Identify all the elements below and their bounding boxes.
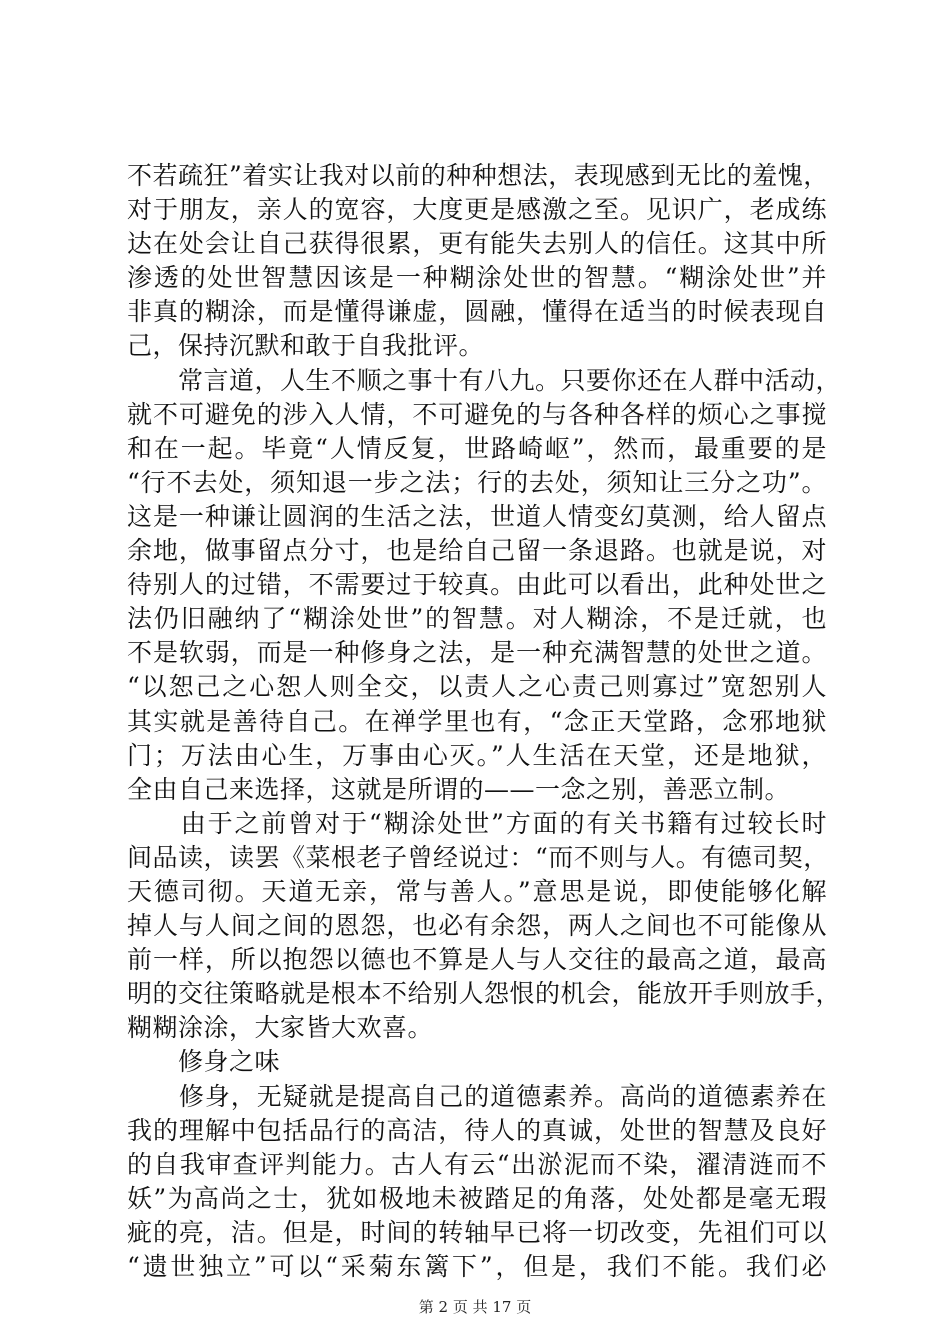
text-line: 修身，无疑就是提高自己的道德素养。高尚的道德素养在 [127,1081,827,1111]
text-line: 余地，做事留点分寸，也是给自己留一条退路。也就是说，对 [127,536,827,566]
text-line: 修身之味 [127,1047,281,1077]
text-line: 不若疏狂”着实让我对以前的种种想法，表现感到无比的羞愧， [127,161,829,190]
text-line: “行不去处，须知退一步之法；行的去处，须知让三分之功”。 [127,467,827,497]
text-line: 其实就是善待自己。在禅学里也有，“念正天堂路，念邪地狱 [127,706,827,736]
text-line: 妖”为高尚之士，犹如极地未被踏足的角落，处处都是毫无瑕 [127,1183,827,1213]
text-line: 天德司彻。天道无亲，常与善人。”意思是说，即使能够化解 [127,876,827,906]
text-line: 不是软弱，而是一种修身之法，是一种充满智慧的处世之道。 [127,638,827,668]
text-line: 待别人的过错，不需要过于较真。由此可以看出，此种处世之 [127,570,827,600]
text-line: 掉人与人间之间的恩怨，也必有余怨，两人之间也不可能像从 [127,911,827,941]
text-line: 常言道，人生不顺之事十有八九。只要你还在人群中活动， [127,365,842,395]
text-line: 间品读，读罢《菜根老子曾经说过：“而不则与人。有德司契， [127,842,829,872]
text-line: “遗世独立”可以“采菊东篱下”，但是，我们不能。我们必 [127,1252,827,1281]
text-line: 全由自己来选择，这就是所谓的——一念之别，善恶立制。 [127,774,791,804]
text-line: 对于朋友，亲人的宽容，大度更是感激之至。见识广，老成练 [127,195,827,225]
text-line: 达在处会让自己获得很累，更有能失去别人的信任。这其中所 [127,229,827,259]
text-line: 非真的糊涂，而是懂得谦虚，圆融，懂得在适当的时候表现自 [127,297,827,327]
text-line: 的自我审查评判能力。古人有云“出淤泥而不染，濯清涟而不 [127,1149,827,1179]
text-line: 就不可避免的涉入人情，不可避免的与各种各样的烦心之事搅 [127,399,827,429]
text-line: 疵的亮，洁。但是，时间的转轴早已将一切改变，先祖们可以 [127,1217,827,1247]
text-line: 糊糊涂涂，大家皆大欢喜。 [127,1013,434,1043]
text-line: 法仍旧融纳了“糊涂处世”的智慧。对人糊涂，不是迁就，也 [127,604,827,634]
text-line: 明的交往策略就是根本不给别人怨恨的机会，能放开手则放手， [127,979,842,1009]
text-line: “以恕己之心恕人则全交，以责人之心责己则寡过”宽恕别人 [127,672,827,702]
text-line: 前一样，所以抱怨以德也不算是人与人交往的最高之道，最高 [127,945,827,975]
page-footer: 第 2 页 共 17 页 [418,1298,532,1316]
text-line: 和在一起。毕竟“人情反复，世路崎岖”，然而，最重要的是 [127,433,827,463]
text-line: 门；万法由心生，万事由心灭。”人生活在天堂，还是地狱， [127,740,827,770]
text-line: 己，保持沉默和敢于自我批评。 [127,331,485,361]
text-line: 由于之前曾对于“糊涂处世”方面的有关书籍有过较长时 [127,808,827,838]
text-line: 渗透的处世智慧因该是一种糊涂处世的智慧。“糊涂处世”并 [127,263,827,293]
body-text [127,159,842,1284]
text-line: 我的理解中包括品行的高洁，待人的真诚，处世的智慧及良好 [127,1115,827,1145]
text-line: 这是一种谦让圆润的生活之法，世道人情变幻莫测，给人留点 [127,501,827,531]
